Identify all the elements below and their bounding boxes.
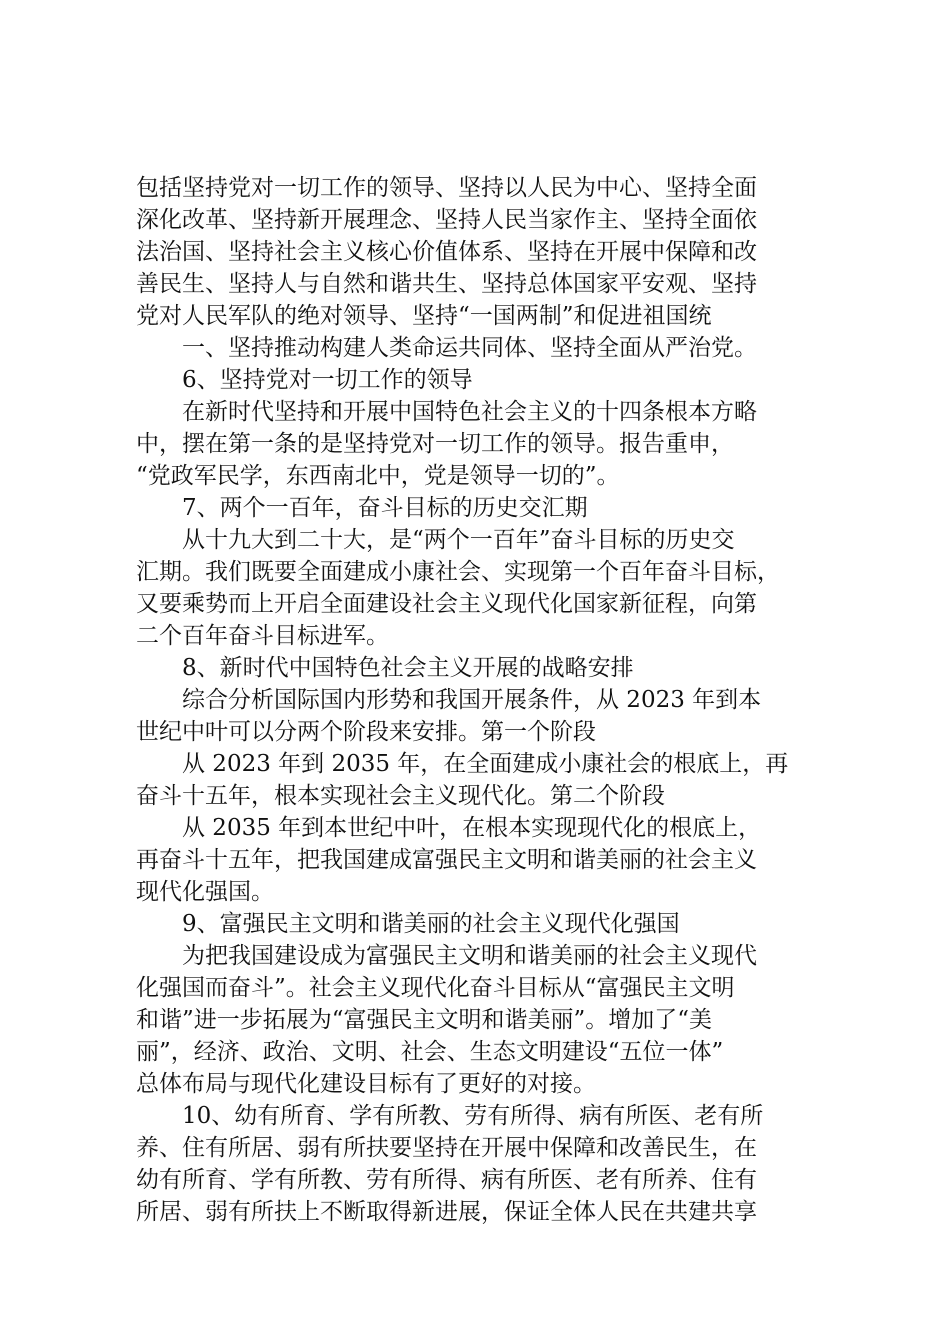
- paragraph-stage-two: [136, 812, 826, 908]
- text-line: 从 2023 年到 2035 年，在全面建成小康社会的根底上，再: [182, 751, 789, 777]
- text-line: 总体布局与现代化建设目标有了更好的对接。: [136, 1071, 596, 1097]
- text-line: 党对人民军队的绝对领导、坚持“一国两制”和促进祖国统: [136, 303, 712, 329]
- text-line: 再奋斗十五年，把我国建成富强民主文明和谐美丽的社会主义: [136, 847, 757, 873]
- text-line: 世纪中叶可以分两个阶段来安排。第一个阶段: [136, 719, 596, 745]
- text-line: 和谐”进一步拓展为“富强民主文明和谐美丽”。增加了“美: [136, 1007, 713, 1033]
- section-heading-8: [136, 652, 826, 684]
- text-line: 现代化强国。: [136, 879, 274, 905]
- paragraph-principles-list: [136, 172, 826, 332]
- text-line: 养、住有所居、弱有所扶要坚持在开展中保障和改善民生，在: [136, 1135, 757, 1161]
- text-line: 奋斗十五年，根本实现社会主义现代化。第二个阶段: [136, 783, 665, 809]
- text-line: 从 2035 年到本世纪中叶，在根本实现现代化的根底上，: [182, 815, 762, 841]
- heading-text: 9、富强民主文明和谐美丽的社会主义现代化强国: [182, 911, 680, 937]
- text-line: 善民生、坚持人与自然和谐共生、坚持总体国家平安观、坚持: [136, 271, 757, 297]
- section-heading-6: [136, 364, 826, 396]
- text-line: 法治国、坚持社会主义核心价值体系、坚持在开展中保障和改: [136, 239, 757, 265]
- paragraph-party-leadership: [136, 396, 826, 492]
- text-line: 从十九大到二十大，是“两个一百年”奋斗目标的历史交: [182, 527, 735, 553]
- text-line: 综合分析国际国内形势和我国开展条件，从 2023 年到本: [182, 687, 762, 713]
- paragraph-two-centenary: [136, 524, 826, 652]
- text-line: 10、幼有所育、学有所教、劳有所得、病有所医、老有所: [182, 1103, 764, 1129]
- paragraph-stage-one: [136, 748, 826, 812]
- heading-text: 7、两个一百年，奋斗目标的历史交汇期: [182, 495, 588, 521]
- text-line: 化强国而奋斗”。社会主义现代化奋斗目标从“富强民主文明: [136, 975, 735, 1001]
- text-line: 又要乘势而上开启全面建设社会主义现代化国家新征程，向第: [136, 591, 757, 617]
- paragraph-principles-end: [136, 332, 826, 364]
- heading-text: 6、坚持党对一切工作的领导: [182, 367, 473, 393]
- text-line: 一、坚持推动构建人类命运共同体、坚持全面从严治党。: [182, 335, 757, 361]
- section-heading-7: [136, 492, 826, 524]
- document-page: [136, 172, 826, 1228]
- paragraph-modern-power: [136, 940, 826, 1100]
- paragraph-livelihood: [136, 1100, 826, 1228]
- text-line: 二个百年奋斗目标进军。: [136, 623, 389, 649]
- heading-text: 8、新时代中国特色社会主义开展的战略安排: [182, 655, 634, 681]
- text-line: 包括坚持党对一切工作的领导、坚持以人民为中心、坚持全面: [136, 175, 757, 201]
- text-line: 中，摆在第一条的是坚持党对一切工作的领导。报告重申，: [136, 431, 734, 457]
- text-line: 丽”，经济、政治、文明、社会、生态文明建设“五位一体”: [136, 1039, 724, 1065]
- section-heading-9: [136, 908, 826, 940]
- paragraph-strategy-stages: [136, 684, 826, 748]
- text-line: 为把我国建设成为富强民主文明和谐美丽的社会主义现代: [182, 943, 757, 969]
- text-line: 幼有所育、学有所教、劳有所得、病有所医、老有所养、住有: [136, 1167, 757, 1193]
- text-line: 汇期。我们既要全面建成小康社会、实现第一个百年奋斗目标，: [136, 559, 780, 585]
- text-line: 所居、弱有所扶上不断取得新进展，保证全体人民在共建共享: [136, 1199, 757, 1225]
- text-line: “党政军民学，东西南北中，党是领导一切的”。: [136, 463, 620, 489]
- text-line: 在新时代坚持和开展中国特色社会主义的十四条根本方略: [182, 399, 757, 425]
- text-line: 深化改革、坚持新开展理念、坚持人民当家作主、坚持全面依: [136, 207, 757, 233]
